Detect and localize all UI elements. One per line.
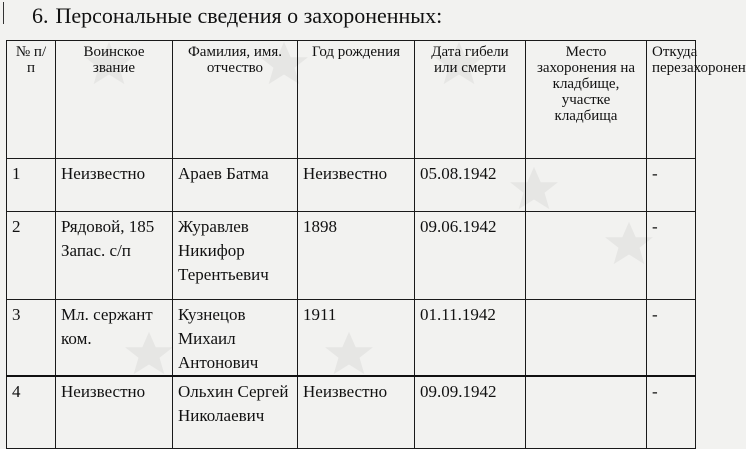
cell-death-date: 09.06.1942 bbox=[415, 212, 526, 300]
header-rank: Воинское звание bbox=[56, 41, 173, 159]
header-number: № п/п bbox=[7, 41, 56, 159]
cell-full-name: Кузнецов Михаил Антонович bbox=[173, 300, 298, 377]
cell-death-date: 01.11.1942 bbox=[415, 300, 526, 377]
cell-birth-year: Неизвестно bbox=[298, 376, 415, 448]
table-row bbox=[7, 212, 696, 300]
cell-burial-place bbox=[526, 212, 647, 300]
cell-full-name: Журавлев Никифор Терентьевич bbox=[173, 212, 298, 300]
header-burial-place: Место захоронения на кладбище, участке кладбища bbox=[526, 41, 647, 159]
cell-number: 4 bbox=[7, 376, 56, 448]
cell-reburied-from: - bbox=[647, 159, 696, 212]
cell-rank: Неизвестно bbox=[56, 159, 173, 212]
cell-death-date: 05.08.1942 bbox=[415, 159, 526, 212]
cell-rank: Мл. сержант ком. bbox=[56, 300, 173, 377]
cell-reburied-from: - bbox=[647, 300, 696, 377]
cell-death-date: 09.09.1942 bbox=[415, 376, 526, 448]
cell-full-name: Араев Батма bbox=[173, 159, 298, 212]
cell-rank: Неизвестно bbox=[56, 376, 173, 448]
header-birth-year: Год рождения bbox=[298, 41, 415, 159]
table-row bbox=[7, 376, 696, 448]
cell-burial-place bbox=[526, 376, 647, 448]
table-row bbox=[7, 300, 696, 377]
table-row bbox=[7, 159, 696, 212]
cell-burial-place bbox=[526, 159, 647, 212]
header-reburied-from: Откуда перезахоронен bbox=[647, 41, 696, 159]
cell-birth-year: 1911 bbox=[298, 300, 415, 377]
cell-reburied-from: - bbox=[647, 212, 696, 300]
section-number: 6. bbox=[32, 3, 49, 28]
header-death-date: Дата гибели или смерти bbox=[415, 41, 526, 159]
table-header-row bbox=[7, 41, 696, 159]
header-full-name: Фамилия, имя. отчество bbox=[173, 41, 298, 159]
cell-number: 3 bbox=[7, 300, 56, 377]
cell-birth-year: 1898 bbox=[298, 212, 415, 300]
burials-table bbox=[6, 40, 746, 449]
section-title: Персональные сведения о захороненных: bbox=[55, 3, 443, 28]
cell-reburied-from: - bbox=[647, 376, 696, 448]
cell-birth-year: Неизвестно bbox=[298, 159, 415, 212]
cell-full-name: Ольхин Сергей Николаевич bbox=[173, 376, 298, 448]
section-heading bbox=[32, 3, 442, 29]
cell-number: 1 bbox=[7, 159, 56, 212]
cell-burial-place bbox=[526, 300, 647, 377]
cell-rank: Рядовой, 185 Запас. с/п bbox=[56, 212, 173, 300]
cell-number: 2 bbox=[7, 212, 56, 300]
page-edge-mark bbox=[3, 2, 4, 24]
